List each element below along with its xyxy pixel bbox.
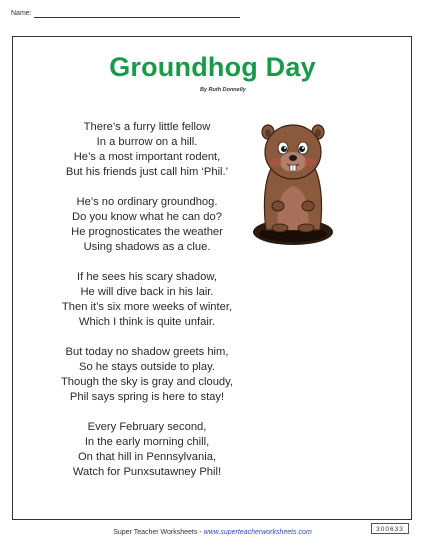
footer	[0, 529, 425, 536]
poem-stanza	[30, 195, 264, 255]
poem-line: In the early morning chill,	[84, 436, 210, 448]
poem-line: Using shadows as a clue.	[83, 241, 211, 253]
poem	[30, 120, 264, 495]
poem-line: He will dive back in his lair.	[80, 286, 214, 298]
footer-url-link[interactable]: www.superteacherworksheets.com	[203, 529, 312, 536]
poem-line: Phil says spring is here to stay!	[69, 391, 225, 403]
poem-line: Though the sky is gray and cloudy,	[60, 376, 234, 388]
poem-line: He’s no ordinary groundhog.	[76, 196, 218, 208]
poem-line: He’s a most important rodent,	[73, 151, 221, 163]
name-line	[34, 17, 240, 18]
worksheet-code: 300633	[371, 523, 409, 534]
name-label: Name:	[11, 10, 32, 17]
poem-line: On that hill in Pennsylvania,	[77, 451, 217, 463]
groundhog-illustration	[252, 112, 334, 250]
poem-line: If he sees his scary shadow,	[77, 271, 217, 283]
poem-line: Watch for Punxsutawney Phil!	[72, 466, 222, 478]
poem-line: Every February second,	[87, 421, 207, 433]
poem-line: So he stays outside to play.	[79, 361, 215, 373]
poem-line: He prognosticates the weather	[71, 226, 223, 238]
poem-stanza	[30, 420, 264, 480]
poem-stanza	[30, 120, 264, 180]
poem-line: Then it’s six more weeks of winter,	[61, 301, 233, 313]
poem-line: But today no shadow greets him,	[65, 346, 229, 358]
poem-line: Do you know what he can do?	[72, 211, 222, 223]
poem-line: Which I think is quite unfair.	[78, 316, 216, 328]
page-title: Groundhog Day	[109, 52, 316, 82]
poem-line: There’s a furry little fellow	[83, 121, 211, 133]
poem-stanza	[30, 270, 264, 330]
poem-line: But his friends just call him ‘Phil.’	[65, 166, 229, 178]
poem-stanza	[30, 345, 264, 405]
byline: By Ruth Donnelly	[200, 87, 246, 93]
poem-line: In a burrow on a hill.	[96, 136, 198, 148]
footer-brand: Super Teacher Worksheets	[113, 529, 198, 536]
footer-separator: -	[197, 529, 204, 536]
